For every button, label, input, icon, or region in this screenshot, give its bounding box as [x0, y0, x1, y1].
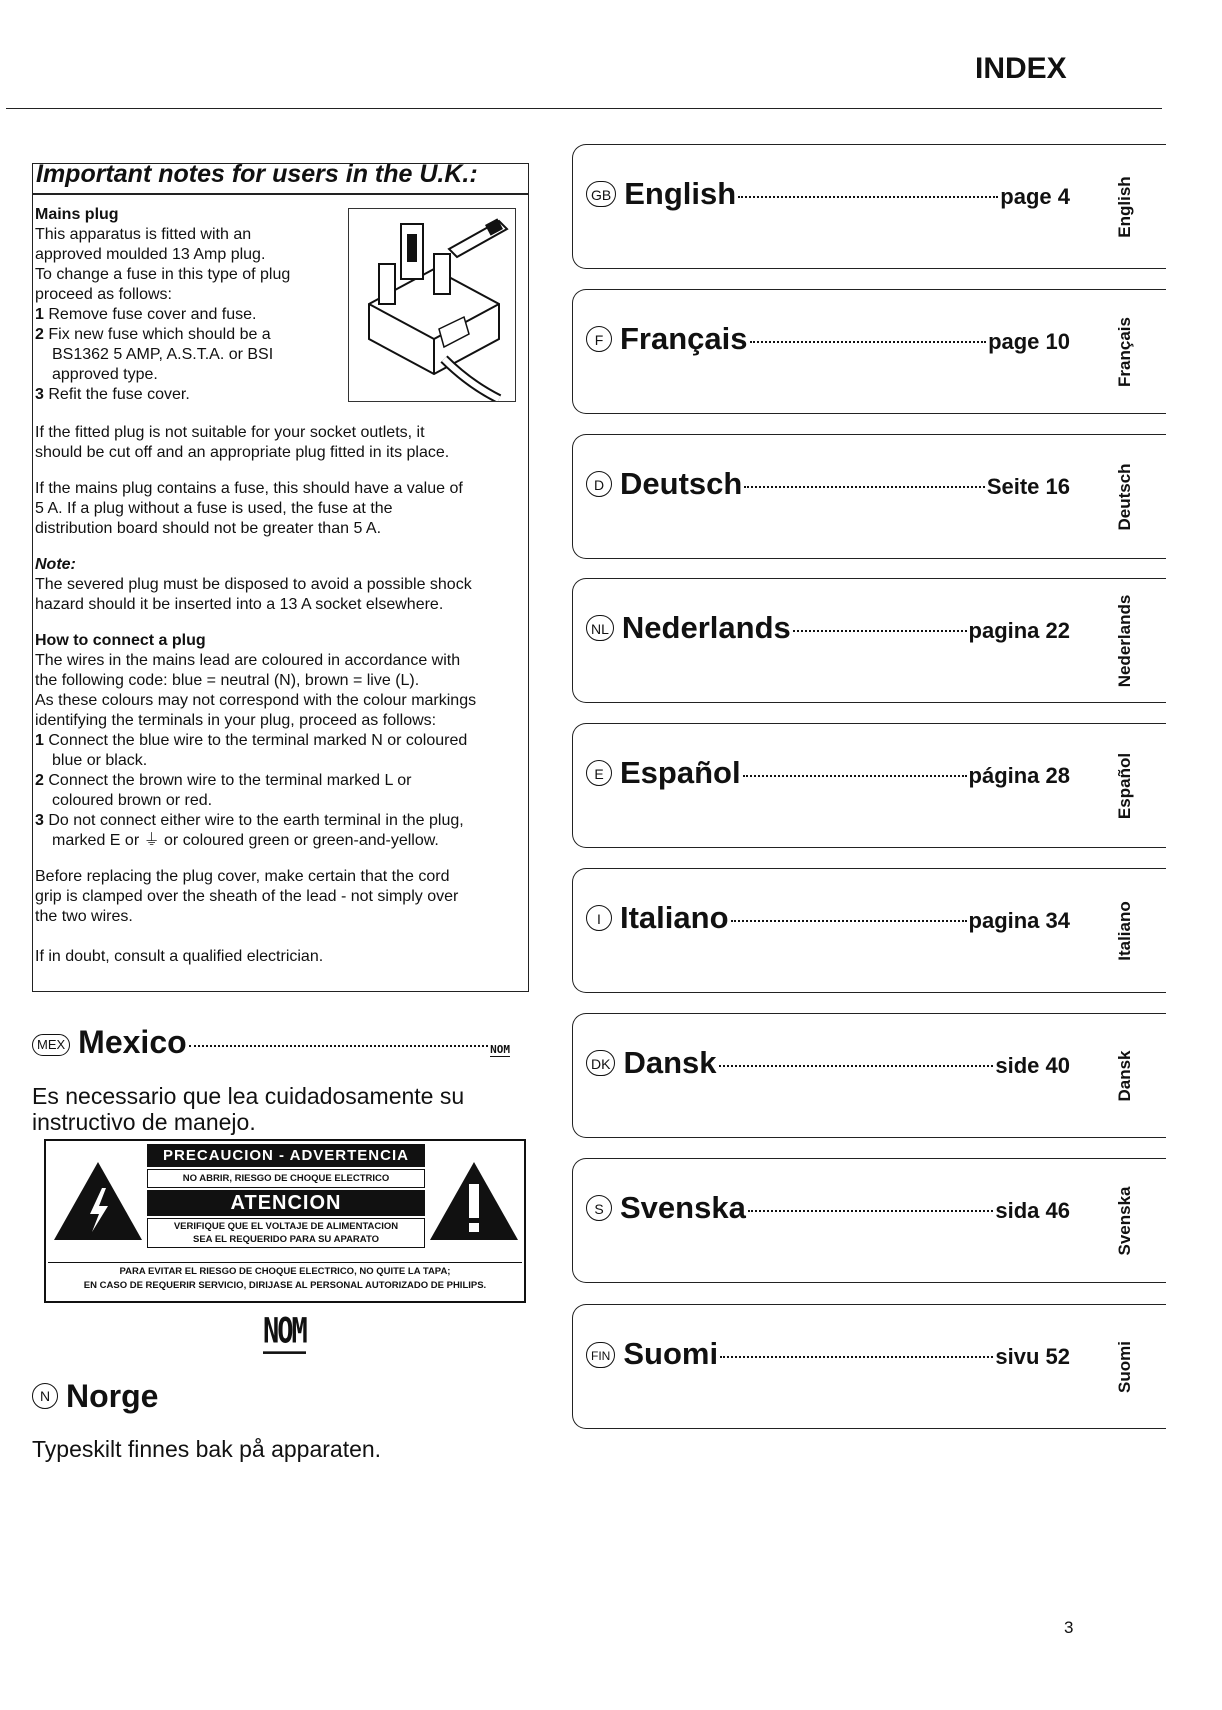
language-code-badge: E: [586, 760, 612, 786]
language-card-deutsch[interactable]: [572, 434, 1166, 559]
tab-label: Suomi: [1115, 1340, 1134, 1393]
nom-mark-small: NOM: [490, 1043, 510, 1056]
language-tab: [1098, 299, 1152, 404]
language-card-dansk[interactable]: [572, 1013, 1166, 1138]
language-entry: [586, 755, 1070, 791]
connect-plug-heading: How to connect a plug: [35, 632, 206, 649]
language-name: Deutsch: [620, 466, 743, 501]
step-number: 3: [35, 812, 44, 829]
uk-notes-body: [35, 423, 476, 967]
text-line: identifying the terminals in your plug, proceed as follows:: [35, 712, 437, 729]
language-card-suomi[interactable]: [572, 1304, 1166, 1429]
tab-label: Nederlands: [1115, 594, 1134, 687]
mains-plug-illustration: [348, 208, 516, 402]
tab-label: Español: [1115, 752, 1134, 819]
tab-label: Français: [1115, 316, 1134, 387]
connect-step-1: [35, 731, 476, 751]
step-text: blue or black.: [52, 752, 148, 769]
verifique-text: [147, 1218, 425, 1248]
language-entry: [586, 1190, 1070, 1226]
language-page: sivu 52: [995, 1344, 1070, 1369]
language-name: Français: [620, 321, 748, 356]
language-page: side 40: [995, 1053, 1070, 1078]
mains-plug-text: [35, 225, 290, 405]
text-line: 5 A. If a plug without a fuse is used, the fuse at the: [35, 500, 393, 517]
text-line: approved moulded 13 Amp plug.: [35, 246, 266, 263]
text-line: This apparatus is fitted with an: [35, 226, 252, 243]
mains-plug-heading: Mains plug: [35, 206, 119, 223]
language-tab: [1098, 154, 1152, 259]
language-code-badge: F: [586, 326, 612, 352]
page-title: INDEX: [975, 52, 1067, 85]
step-number: 1: [35, 306, 44, 323]
dotted-leader: [720, 1356, 993, 1358]
page-number: 3: [1064, 1618, 1074, 1637]
text-line: If the mains plug contains a fuse, this should have a value of: [35, 480, 463, 497]
norge-text: Typeskilt finnes bak på apparaten.: [32, 1436, 382, 1462]
text-line: VERIFIQUE QUE EL VOLTAJE DE ALIMENTACION: [173, 1221, 399, 1232]
nom-mark-large: NOM: [263, 1311, 306, 1354]
connect-step-3: [35, 811, 476, 831]
atencion-bar: ATENCION: [147, 1190, 425, 1216]
step-text: Connect the blue wire to the terminal marked N or coloured: [48, 732, 468, 749]
step-text: approved type.: [52, 366, 158, 383]
language-entry: [586, 1336, 1070, 1372]
norge-heading: [32, 1378, 158, 1415]
dotted-leader: [750, 341, 987, 343]
language-name: Suomi: [623, 1336, 719, 1371]
mexico-title: Mexico: [78, 1024, 187, 1060]
step-text: Do not connect either wire to the earth terminal in the plug,: [48, 812, 464, 829]
tab-label: Deutsch: [1115, 462, 1134, 531]
step-number: 2: [35, 326, 44, 343]
text-line: The severed plug must be disposed to avoid a possible shock: [35, 576, 472, 593]
lightning-warning-icon: [52, 1160, 144, 1247]
language-page: page 4: [1000, 184, 1070, 209]
language-entry: [586, 610, 1070, 646]
language-code-badge: GB: [586, 181, 616, 207]
warning-text-panel: [147, 1144, 425, 1256]
dotted-leader: [744, 486, 985, 488]
text-line: PARA EVITAR EL RIESGO DE CHOQUE ELECTRICO, NO QUITE LA TAPA;: [119, 1266, 451, 1277]
language-page: página 28: [968, 763, 1070, 788]
dotted-leader: [731, 920, 967, 922]
language-tab: [1098, 733, 1152, 838]
norge-code-badge: N: [32, 1383, 58, 1409]
language-code-badge: I: [586, 905, 612, 931]
uk-notes-title-rule: [32, 193, 529, 195]
text-line: EN CASO DE REQUERIR SERVICIO, DIRIJASE AL PERSONAL AUTORIZADO DE PHILIPS.: [83, 1280, 487, 1291]
language-name: Español: [620, 755, 741, 790]
language-entry: [586, 176, 1070, 212]
text-line: To change a fuse in this type of plug: [35, 266, 291, 283]
language-name: Italiano: [620, 900, 729, 935]
mexico-text: [32, 1083, 464, 1135]
language-tab: [1098, 1314, 1152, 1419]
warning-footer: [48, 1265, 522, 1293]
dotted-leader: [719, 1065, 994, 1067]
language-name: English: [624, 176, 737, 211]
text-line: hazard should it be inserted into a 13 A socket elsewhere.: [35, 596, 444, 613]
language-page: pagina 22: [968, 618, 1070, 643]
step-number: 1: [35, 732, 44, 749]
dotted-leader: [748, 1210, 994, 1212]
language-card-svenska[interactable]: [572, 1158, 1166, 1283]
warning-divider: [48, 1262, 522, 1263]
dotted-leader: [738, 196, 998, 198]
text-line: As these colours may not correspond with the colour markings: [35, 692, 477, 709]
tab-label: Italiano: [1115, 900, 1134, 961]
language-page: sida 46: [995, 1198, 1070, 1223]
language-name: Dansk: [623, 1045, 717, 1080]
step-text: marked E or ⏚ or coloured green or green-and-yellow.: [52, 832, 439, 849]
language-card-english[interactable]: [572, 144, 1166, 269]
language-name: Nederlands: [621, 610, 791, 645]
language-card-nederlands[interactable]: [572, 578, 1166, 703]
language-code-badge: DK: [586, 1050, 615, 1076]
language-tab: [1098, 1168, 1152, 1273]
fuse-step-3: [35, 385, 290, 405]
mexico-heading: [32, 1024, 510, 1061]
step-text: Remove fuse cover and fuse.: [48, 306, 257, 323]
step-text: Fix new fuse which should be a: [48, 326, 271, 343]
language-card-italiano[interactable]: [572, 868, 1166, 993]
language-code-badge: FIN: [586, 1342, 615, 1368]
precaucion-bar: PRECAUCION - ADVERTENCIA: [147, 1144, 425, 1167]
language-entry: [586, 466, 1070, 502]
text-line: distribution board should not be greater than 5 A.: [35, 520, 382, 537]
language-page: page 10: [988, 329, 1070, 354]
fuse-step-1: [35, 305, 290, 325]
step-text: Refit the fuse cover.: [48, 386, 190, 403]
language-entry: [586, 900, 1070, 936]
header-divider: [6, 108, 1162, 109]
tab-label: Svenska: [1115, 1186, 1134, 1255]
step-number: 3: [35, 386, 44, 403]
text-line: If in doubt, consult a qualified electrician.: [35, 948, 324, 965]
language-code-badge: D: [586, 471, 612, 497]
mexico-code-badge: MEX: [32, 1034, 70, 1056]
language-tab: [1098, 444, 1152, 549]
text-line: If the fitted plug is not suitable for your socket outlets, it: [35, 424, 425, 441]
language-page: pagina 34: [968, 908, 1070, 933]
norge-title: Norge: [66, 1378, 159, 1414]
language-page: Seite 16: [986, 474, 1070, 499]
step-text: coloured brown or red.: [52, 792, 213, 809]
text-line: grip is clamped over the sheath of the lead - not simply over: [35, 888, 459, 905]
connect-step-2: [35, 771, 476, 791]
step-text: Connect the brown wire to the terminal marked L or: [48, 772, 412, 789]
text-line: the two wires.: [35, 908, 133, 925]
dotted-leader: [793, 630, 967, 632]
fuse-step-2: [35, 325, 290, 345]
text-line: instructivo de manejo.: [32, 1109, 256, 1135]
dotted-leader: [189, 1044, 488, 1047]
language-card-francais[interactable]: [572, 289, 1166, 414]
language-entry: [586, 1045, 1070, 1081]
dotted-leader: [743, 775, 967, 777]
tab-label: English: [1115, 175, 1134, 238]
language-code-badge: NL: [586, 615, 614, 641]
language-tab: [1098, 588, 1152, 693]
text-line: SEA EL REQUERIDO PARA SU APARATO: [193, 1234, 379, 1245]
language-tab: [1098, 1023, 1152, 1128]
tab-label: Dansk: [1115, 1049, 1134, 1102]
language-name: Svenska: [620, 1190, 746, 1225]
step-number: 2: [35, 772, 44, 789]
language-entry: [586, 321, 1070, 357]
uk-notes-title: Important notes for users in the U.K.:: [36, 160, 478, 188]
no-abrir-text: NO ABRIR, RIESGO DE CHOQUE ELECTRICO: [147, 1169, 425, 1188]
exclamation-warning-icon: [428, 1160, 520, 1247]
text-line: Es necessario que lea cuidadosamente su: [32, 1083, 465, 1109]
note-heading: Note:: [35, 556, 76, 573]
text-line: Before replacing the plug cover, make certain that the cord: [35, 868, 450, 885]
text-line: the following code: blue = neutral (N), brown = live (L).: [35, 672, 420, 689]
text-line: The wires in the mains lead are coloured in accordance with: [35, 652, 461, 669]
text-line: should be cut off and an appropriate plug fitted in its place.: [35, 444, 450, 461]
step-text: BS1362 5 AMP, A.S.T.A. or BSI: [52, 346, 274, 363]
language-card-espanol[interactable]: [572, 723, 1166, 848]
language-code-badge: S: [586, 1195, 612, 1221]
language-tab: [1098, 878, 1152, 983]
text-line: proceed as follows:: [35, 286, 172, 303]
